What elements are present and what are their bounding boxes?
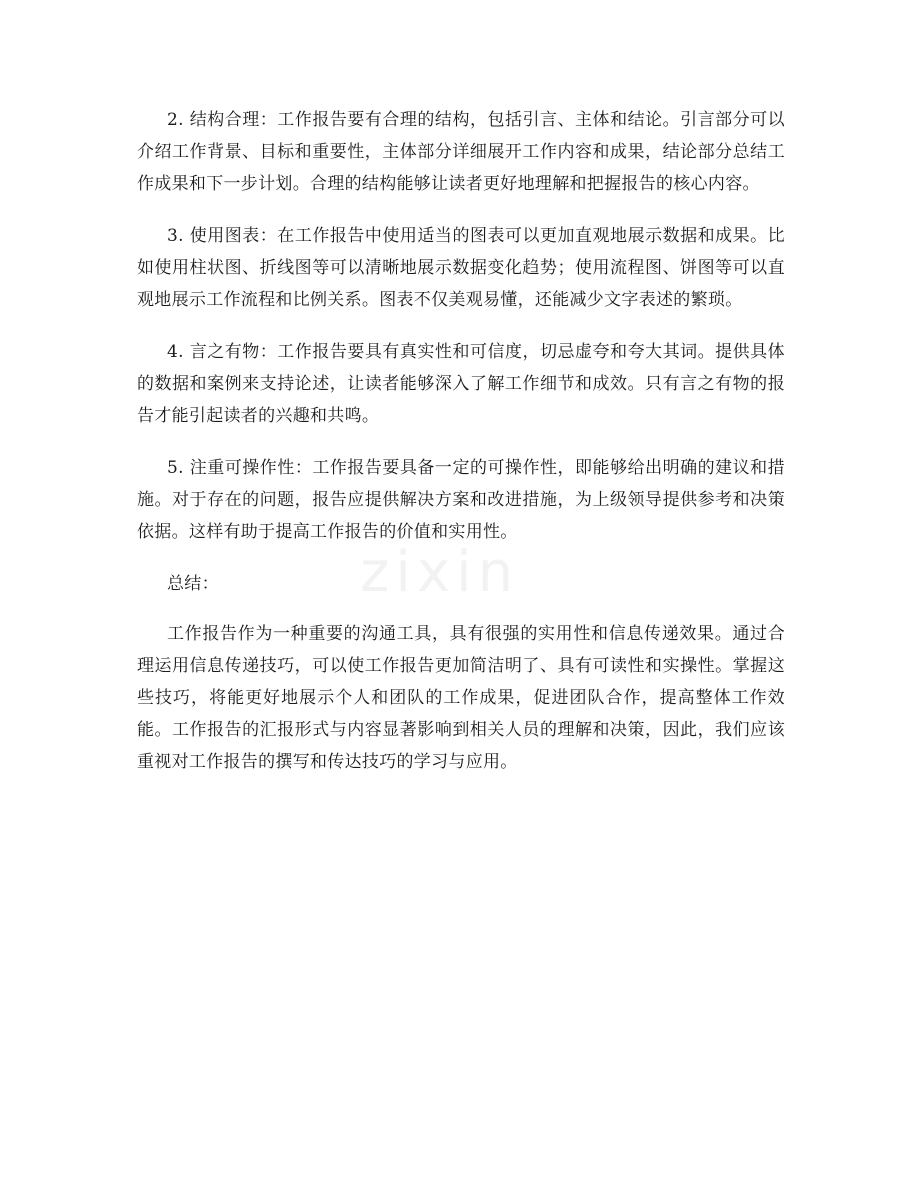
point-substance-paragraph: 4. 言之有物：工作报告要具有真实性和可信度，切忌虚夸和夸大其词。提供具体的数据和案例来支持论述，让读者能够深入了解工作细节和成效。只有言之有物的报告才能引起读者的兴趣和共鸣。 [137,342,785,426]
point-charts-paragraph: 3. 使用图表：在工作报告中使用适当的图表可以更加直观地展示数据和成果。比如使用柱状图、折线图等可以清晰地展示数据变化趋势；使用流程图、饼图等可以直观地展示工作流程和比例关系。图表不仅美观易懂，还能减少文字表述的繁琐。 [137,226,785,310]
point-structure-paragraph: 2. 结构合理：工作报告要有合理的结构，包括引言、主体和结论。引言部分可以介绍工作背景、目标和重要性，主体部分详细展开工作内容和成果，结论部分总结工作成果和下一步计划。合理的结构能够让读者更好地理解和把握报告的核心内容。 [137,110,785,194]
point-operability-paragraph: 5. 注重可操作性：工作报告要具备一定的可操作性，即能够给出明确的建议和措施。对于存在的问题，报告应提供解决方案和改进措施，为上级领导提供参考和决策依据。这样有助于提高工作报告的价值和实用性。 [137,458,785,542]
document-body [137,104,785,798]
summary-heading: 总结： [167,574,219,594]
summary-paragraph: 工作报告作为一种重要的沟通工具，具有很强的实用性和信息传递效果。通过合理运用信息传递技巧，可以使工作报告更加简洁明了、具有可读性和实操性。掌握这些技巧，将能更好地展示个人和团队的工作成果，促进团队合作，提高整体工作效能。工作报告的汇报形式与内容显著影响到相关人员的理解和决策，因此，我们应该重视对工作报告的撰写和传达技巧的学习与应用。 [137,624,785,772]
watermark: zixin [360,540,520,605]
